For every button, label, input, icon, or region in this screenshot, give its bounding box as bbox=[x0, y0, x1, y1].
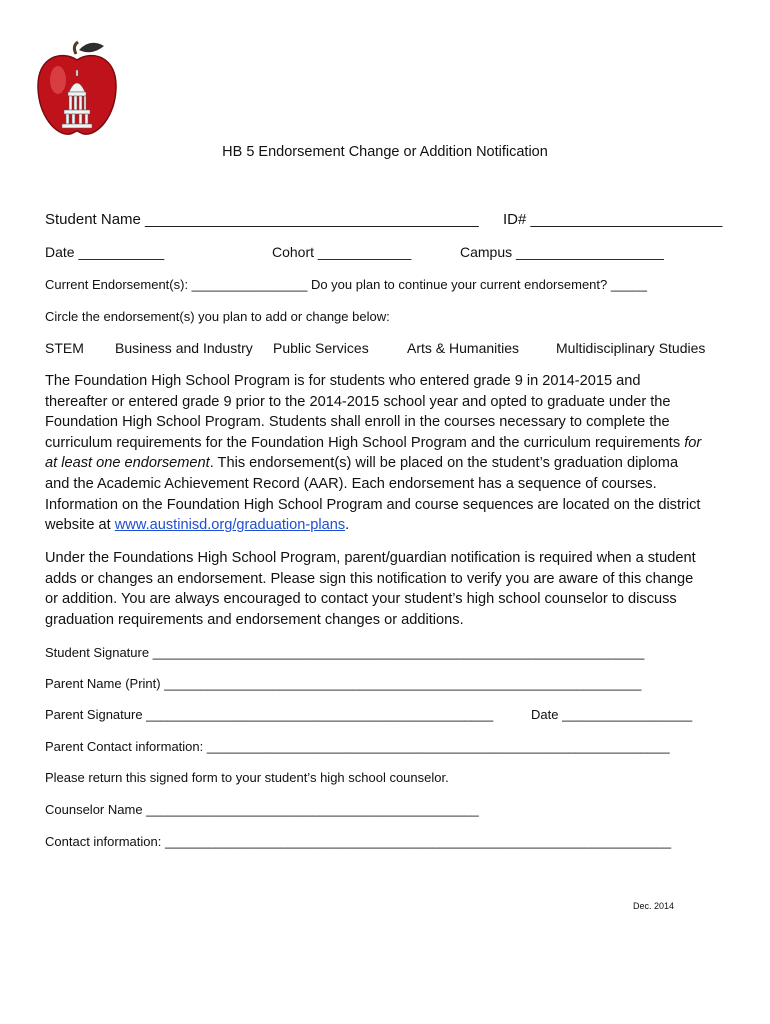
graduation-plans-link[interactable]: www.austinisd.org/graduation-plans bbox=[114, 517, 346, 534]
return-instruction: Please return this signed form to your student’s high school counselor. bbox=[45, 770, 449, 785]
campus-field[interactable]: Campus ___________________ bbox=[460, 244, 664, 260]
foundation-program-paragraph: The Foundation High School Program is for students who entered grade 9 in 2014-2015 and thereafter or entered grade 9 prior to the 2014-2015 school year and opted to graduate under the Foundation High School Program. Students shall enroll in the courses necessary to complete the curriculum requirements for the Foundation High School Program and the curriculum requirements for at least one endorsement. This endorsement(s) will be placed on the student’s graduation diploma and the Academic Achievement Record (AAR). Each endorsement has a sequence of courses. Information on the Foundation High School Program and course sequences are located on the district website at www.austinisd.org/graduation-plans. bbox=[45, 373, 702, 534]
notification-paragraph: Under the Foundations High School Program, parent/guardian notification is required when a student adds or changes an endorsement. Please sign this notification to verify you are aware of this change or addition. You are always encouraged to contact your student’s high school counselor to discuss graduation requirements and endorsement changes or additions. bbox=[45, 550, 696, 628]
student-signature-field[interactable]: Student Signature ____________________________________________________________________ bbox=[45, 645, 645, 660]
counselor-name-field[interactable]: Counselor Name ______________________________________________ bbox=[45, 802, 479, 817]
counselor-contact-field[interactable]: Contact information: ______________________________________________________________________ bbox=[45, 834, 672, 849]
parent-name-field[interactable]: Parent Name (Print) __________________________________________________________________ bbox=[45, 676, 642, 691]
endorsement-option-business[interactable]: Business and Industry bbox=[115, 340, 253, 356]
cohort-field[interactable]: Cohort ____________ bbox=[272, 244, 412, 260]
endorsement-option-public-services[interactable]: Public Services bbox=[273, 340, 369, 356]
signature-date-field[interactable]: Date __________________ bbox=[531, 707, 693, 722]
student-id-field[interactable]: ID# _______________________ bbox=[503, 211, 723, 228]
endorsement-option-multidisciplinary[interactable]: Multidisciplinary Studies bbox=[556, 340, 706, 356]
apple-capitol-logo-icon bbox=[32, 40, 122, 140]
revision-date: Dec. 2014 bbox=[633, 901, 675, 911]
page-title: HB 5 Endorsement Change or Addition Notification bbox=[222, 144, 548, 160]
parent-signature-field[interactable]: Parent Signature ________________________________________________ bbox=[45, 707, 494, 722]
current-endorsement-field[interactable]: Current Endorsement(s): ________________ Do you plan to continue your current endorsement? _____ bbox=[45, 277, 648, 292]
endorsement-option-arts[interactable]: Arts & Humanities bbox=[407, 340, 520, 356]
student-name-field[interactable]: Student Name ________________________________________ bbox=[45, 211, 479, 228]
parent-contact-field[interactable]: Parent Contact information: ________________________________________________________________ bbox=[45, 739, 670, 754]
circle-instruction: Circle the endorsement(s) you plan to add or change below: bbox=[45, 309, 390, 324]
endorsement-option-stem[interactable]: STEM bbox=[45, 340, 84, 356]
date-field[interactable]: Date ___________ bbox=[45, 244, 165, 260]
